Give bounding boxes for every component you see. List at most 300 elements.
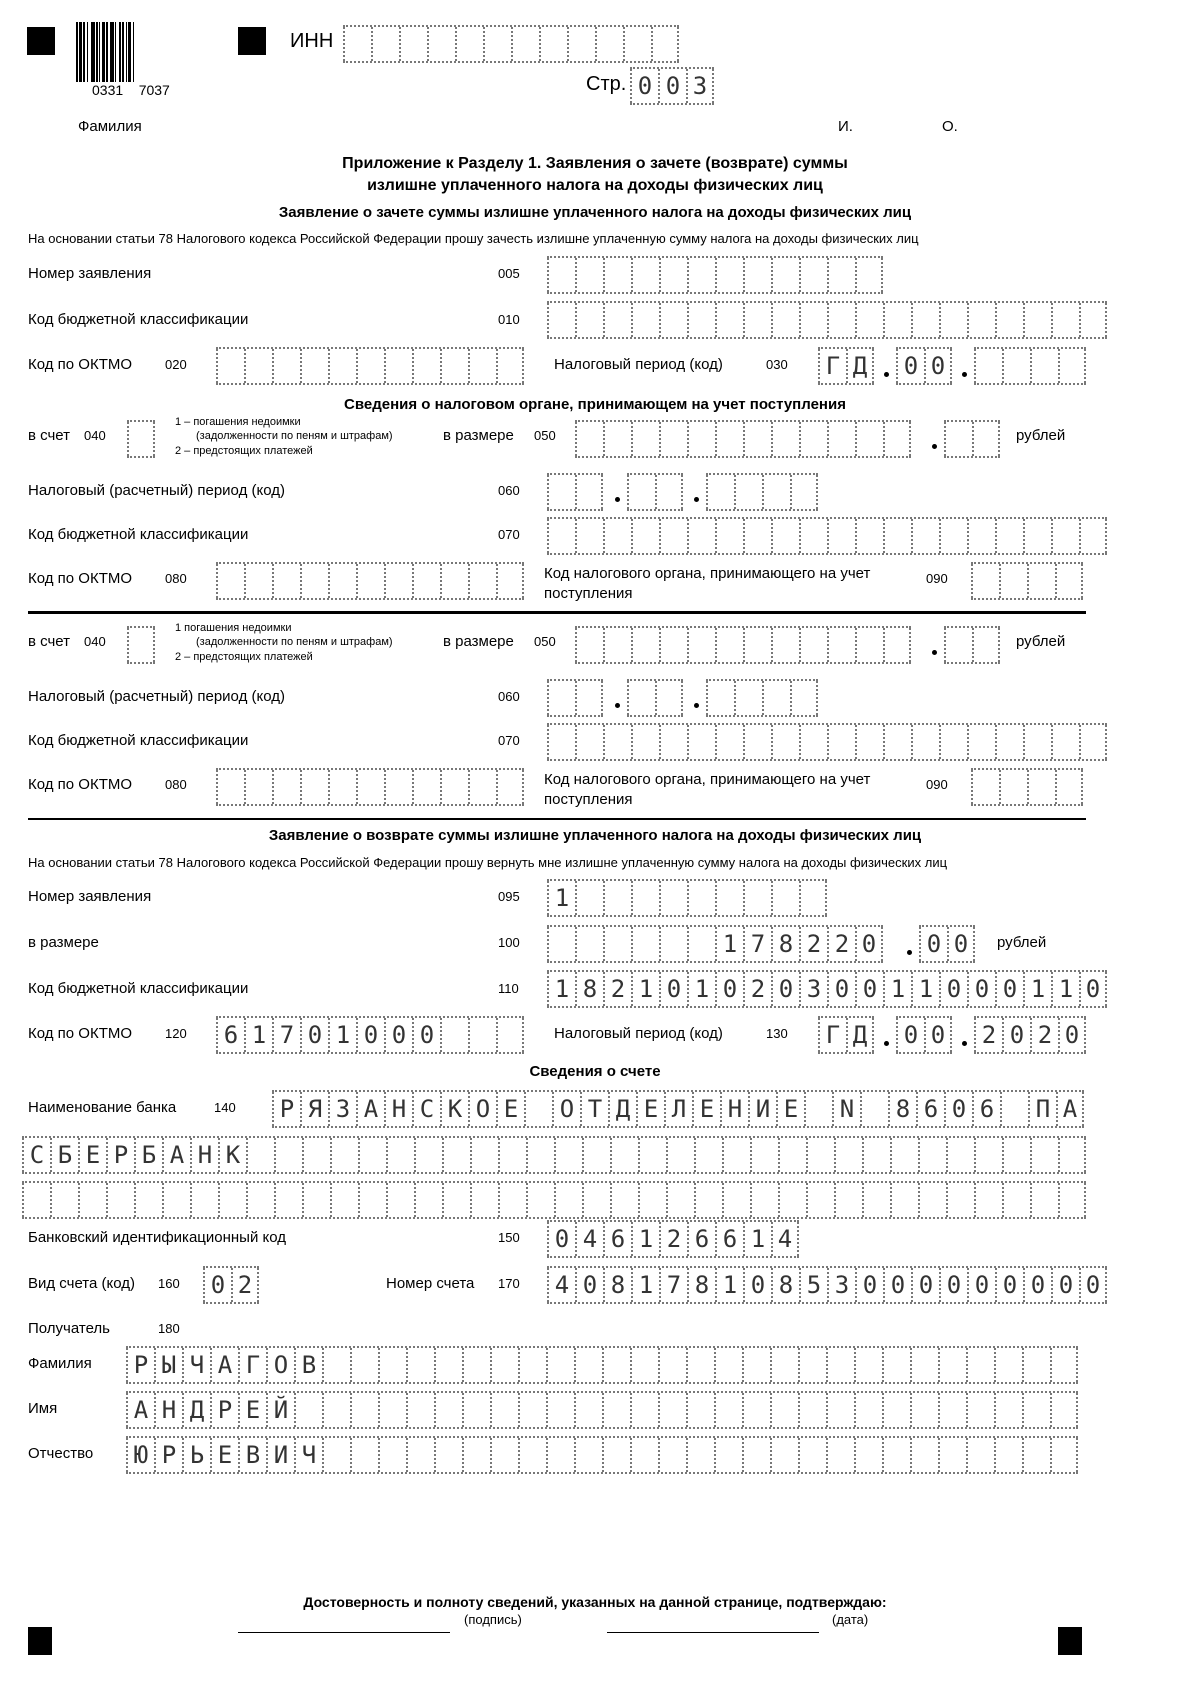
input-cell[interactable] — [22, 1183, 50, 1217]
input-cell[interactable]: Л — [664, 1092, 692, 1126]
input-cell[interactable]: 1 — [911, 972, 939, 1006]
input-cell[interactable] — [855, 303, 883, 337]
input-cell[interactable]: Ю — [126, 1438, 154, 1472]
input-cell[interactable]: 3 — [686, 69, 714, 103]
input-cell[interactable] — [386, 1183, 414, 1217]
input-cell[interactable]: 6 — [216, 1018, 244, 1052]
input-cell[interactable] — [575, 681, 603, 715]
input-cell[interactable] — [655, 681, 683, 715]
input-cell[interactable] — [356, 564, 384, 598]
recipient-name-field[interactable] — [126, 1391, 1078, 1429]
input-cell[interactable]: 0 — [883, 1268, 911, 1302]
input-cell[interactable] — [546, 1348, 574, 1382]
input-cell[interactable]: 1 — [715, 1268, 743, 1302]
input-cell[interactable] — [272, 564, 300, 598]
input-cell[interactable] — [798, 1438, 826, 1472]
offset-period-part3[interactable] — [974, 347, 1086, 385]
input-cell[interactable] — [1030, 1183, 1058, 1217]
input-cell[interactable] — [944, 422, 972, 456]
input-cell[interactable]: Е — [776, 1092, 804, 1126]
input-cell[interactable] — [216, 770, 244, 804]
input-cell[interactable] — [1023, 725, 1051, 759]
input-cell[interactable] — [518, 1348, 546, 1382]
input-cell[interactable] — [1002, 1138, 1030, 1172]
input-cell[interactable] — [190, 1183, 218, 1217]
input-cell[interactable] — [1027, 770, 1055, 804]
input-cell[interactable] — [966, 1348, 994, 1382]
input-cell[interactable]: 0 — [771, 972, 799, 1006]
input-cell[interactable] — [440, 770, 468, 804]
amount-rubles-field[interactable] — [575, 626, 911, 664]
input-cell[interactable] — [799, 258, 827, 292]
input-cell[interactable] — [743, 628, 771, 662]
input-cell[interactable]: 0 — [939, 972, 967, 1006]
input-cell[interactable] — [631, 927, 659, 961]
input-cell[interactable] — [575, 725, 603, 759]
input-cell[interactable] — [406, 1438, 434, 1472]
input-cell[interactable] — [882, 1393, 910, 1427]
input-cell[interactable] — [602, 1438, 630, 1472]
refund-period-part2[interactable] — [896, 1016, 952, 1054]
input-cell[interactable] — [468, 770, 496, 804]
input-cell[interactable] — [272, 349, 300, 383]
input-cell[interactable] — [638, 1138, 666, 1172]
input-cell[interactable]: А — [162, 1138, 190, 1172]
input-cell[interactable] — [798, 1348, 826, 1382]
input-cell[interactable] — [971, 564, 999, 598]
input-cell[interactable]: Й — [266, 1393, 294, 1427]
input-cell[interactable] — [1023, 303, 1051, 337]
input-cell[interactable] — [412, 349, 440, 383]
input-cell[interactable]: Т — [580, 1092, 608, 1126]
input-cell[interactable] — [384, 349, 412, 383]
input-cell[interactable] — [790, 681, 818, 715]
input-cell[interactable] — [328, 770, 356, 804]
bank-name-line3-field[interactable] — [22, 1181, 1086, 1219]
input-cell[interactable] — [575, 475, 603, 509]
input-cell[interactable]: 0 — [1002, 1018, 1030, 1052]
input-cell[interactable] — [686, 1393, 714, 1427]
input-cell[interactable] — [687, 519, 715, 553]
input-cell[interactable]: 6 — [603, 1222, 631, 1256]
input-cell[interactable] — [1022, 1393, 1050, 1427]
input-cell[interactable]: 6 — [916, 1092, 944, 1126]
input-cell[interactable] — [827, 725, 855, 759]
input-cell[interactable] — [659, 422, 687, 456]
input-cell[interactable] — [631, 725, 659, 759]
input-cell[interactable] — [770, 1393, 798, 1427]
input-cell[interactable] — [631, 628, 659, 662]
input-cell[interactable] — [630, 1348, 658, 1382]
input-cell[interactable] — [651, 27, 679, 61]
input-cell[interactable]: 2 — [799, 927, 827, 961]
input-cell[interactable] — [498, 1138, 526, 1172]
input-cell[interactable]: 0 — [575, 1268, 603, 1302]
input-cell[interactable] — [995, 519, 1023, 553]
input-cell[interactable] — [294, 1393, 322, 1427]
input-cell[interactable]: 6 — [687, 1222, 715, 1256]
input-cell[interactable] — [567, 27, 595, 61]
input-cell[interactable]: 7 — [272, 1018, 300, 1052]
input-cell[interactable] — [799, 881, 827, 915]
input-cell[interactable] — [826, 1438, 854, 1472]
input-cell[interactable] — [539, 27, 567, 61]
input-cell[interactable] — [371, 27, 399, 61]
input-cell[interactable] — [834, 1183, 862, 1217]
input-cell[interactable] — [603, 927, 631, 961]
input-cell[interactable] — [771, 881, 799, 915]
input-cell[interactable]: А — [1056, 1092, 1084, 1126]
input-cell[interactable]: И — [748, 1092, 776, 1126]
input-cell[interactable] — [706, 681, 734, 715]
input-cell[interactable] — [162, 1183, 190, 1217]
input-cell[interactable]: 1 — [631, 1222, 659, 1256]
input-cell[interactable] — [890, 1183, 918, 1217]
input-cell[interactable] — [440, 1018, 468, 1052]
input-cell[interactable] — [246, 1183, 274, 1217]
input-cell[interactable]: С — [22, 1138, 50, 1172]
input-cell[interactable] — [358, 1138, 386, 1172]
input-cell[interactable]: А — [210, 1348, 238, 1382]
recipient-patronymic-field[interactable] — [126, 1436, 1078, 1474]
input-cell[interactable]: 1 — [328, 1018, 356, 1052]
input-cell[interactable] — [743, 258, 771, 292]
input-cell[interactable] — [356, 770, 384, 804]
input-cell[interactable] — [827, 303, 855, 337]
input-cell[interactable]: 0 — [855, 1268, 883, 1302]
input-cell[interactable] — [734, 681, 762, 715]
input-cell[interactable] — [1050, 1438, 1078, 1472]
input-cell[interactable]: 0 — [1023, 1268, 1051, 1302]
input-cell[interactable] — [1058, 1138, 1086, 1172]
input-cell[interactable] — [602, 1348, 630, 1382]
input-cell[interactable] — [862, 1138, 890, 1172]
input-cell[interactable] — [994, 1393, 1022, 1427]
input-cell[interactable] — [50, 1183, 78, 1217]
input-cell[interactable] — [602, 1393, 630, 1427]
input-cell[interactable] — [330, 1183, 358, 1217]
input-cell[interactable] — [350, 1348, 378, 1382]
page-number-field[interactable] — [630, 67, 714, 105]
input-cell[interactable] — [378, 1393, 406, 1427]
input-cell[interactable]: Р — [126, 1348, 154, 1382]
period-part1-field[interactable] — [547, 473, 603, 511]
input-cell[interactable] — [995, 725, 1023, 759]
input-cell[interactable]: Ы — [154, 1348, 182, 1382]
inn-field[interactable] — [343, 25, 679, 63]
input-cell[interactable] — [575, 303, 603, 337]
input-cell[interactable] — [714, 1438, 742, 1472]
input-cell[interactable] — [350, 1438, 378, 1472]
input-cell[interactable]: 8 — [575, 972, 603, 1006]
input-cell[interactable] — [575, 422, 603, 456]
input-cell[interactable] — [356, 349, 384, 383]
input-cell[interactable] — [806, 1183, 834, 1217]
input-cell[interactable]: О — [552, 1092, 580, 1126]
input-cell[interactable] — [854, 1393, 882, 1427]
input-cell[interactable] — [659, 725, 687, 759]
input-cell[interactable]: 0 — [1058, 1018, 1086, 1052]
input-cell[interactable]: 0 — [911, 1268, 939, 1302]
input-cell[interactable] — [911, 519, 939, 553]
input-cell[interactable] — [468, 1018, 496, 1052]
input-cell[interactable] — [694, 1183, 722, 1217]
input-cell[interactable]: 0 — [967, 1268, 995, 1302]
input-cell[interactable] — [302, 1138, 330, 1172]
account-number-field[interactable] — [547, 1266, 1107, 1304]
input-cell[interactable] — [582, 1138, 610, 1172]
oktmo-field[interactable] — [216, 562, 524, 600]
input-cell[interactable] — [358, 1183, 386, 1217]
input-cell[interactable] — [715, 258, 743, 292]
input-cell[interactable] — [386, 1138, 414, 1172]
date-line[interactable] — [607, 1632, 819, 1633]
input-cell[interactable] — [547, 519, 575, 553]
input-cell[interactable]: 0 — [412, 1018, 440, 1052]
input-cell[interactable]: 0 — [547, 1222, 575, 1256]
input-cell[interactable] — [967, 725, 995, 759]
input-cell[interactable] — [468, 564, 496, 598]
input-cell[interactable]: 2 — [974, 1018, 1002, 1052]
input-cell[interactable]: 1 — [687, 972, 715, 1006]
input-cell[interactable] — [1002, 349, 1030, 383]
input-cell[interactable] — [939, 303, 967, 337]
input-cell[interactable] — [750, 1138, 778, 1172]
input-cell[interactable] — [384, 770, 412, 804]
input-cell[interactable]: Г — [818, 1018, 846, 1052]
input-cell[interactable] — [974, 1138, 1002, 1172]
input-cell[interactable]: 6 — [972, 1092, 1000, 1126]
input-cell[interactable] — [883, 628, 911, 662]
input-cell[interactable] — [743, 725, 771, 759]
input-cell[interactable]: А — [126, 1393, 154, 1427]
input-cell[interactable] — [799, 725, 827, 759]
input-cell[interactable] — [974, 349, 1002, 383]
input-cell[interactable]: 2 — [603, 972, 631, 1006]
input-cell[interactable] — [762, 475, 790, 509]
input-cell[interactable] — [546, 1438, 574, 1472]
input-cell[interactable] — [944, 628, 972, 662]
input-cell[interactable]: Д — [846, 1018, 874, 1052]
input-cell[interactable] — [414, 1183, 442, 1217]
input-cell[interactable] — [1030, 1138, 1058, 1172]
input-cell[interactable] — [627, 475, 655, 509]
input-cell[interactable] — [554, 1138, 582, 1172]
input-cell[interactable] — [216, 349, 244, 383]
input-cell[interactable]: 1 — [547, 972, 575, 1006]
input-cell[interactable]: 0 — [919, 927, 947, 961]
input-cell[interactable] — [771, 258, 799, 292]
input-cell[interactable] — [630, 1393, 658, 1427]
input-cell[interactable] — [442, 1183, 470, 1217]
input-cell[interactable] — [762, 681, 790, 715]
authority-code-field[interactable] — [971, 562, 1083, 600]
input-cell[interactable]: 0 — [1051, 1268, 1079, 1302]
input-cell[interactable] — [1079, 303, 1107, 337]
input-cell[interactable]: П — [1028, 1092, 1056, 1126]
input-cell[interactable]: Е — [636, 1092, 664, 1126]
input-cell[interactable] — [440, 564, 468, 598]
input-cell[interactable] — [826, 1348, 854, 1382]
input-cell[interactable] — [631, 519, 659, 553]
input-cell[interactable] — [627, 681, 655, 715]
account-for-option-field[interactable] — [127, 626, 155, 664]
refund-kbk-field[interactable] — [547, 970, 1107, 1008]
input-cell[interactable] — [882, 1348, 910, 1382]
input-cell[interactable] — [496, 770, 524, 804]
input-cell[interactable]: 2 — [1030, 1018, 1058, 1052]
input-cell[interactable] — [1051, 303, 1079, 337]
input-cell[interactable] — [882, 1438, 910, 1472]
input-cell[interactable] — [322, 1348, 350, 1382]
input-cell[interactable] — [631, 422, 659, 456]
input-cell[interactable] — [967, 519, 995, 553]
input-cell[interactable] — [771, 725, 799, 759]
input-cell[interactable] — [328, 564, 356, 598]
input-cell[interactable] — [687, 628, 715, 662]
input-cell[interactable] — [694, 1138, 722, 1172]
input-cell[interactable] — [378, 1348, 406, 1382]
input-cell[interactable]: 1 — [883, 972, 911, 1006]
input-cell[interactable]: Ч — [182, 1348, 210, 1382]
input-cell[interactable] — [1058, 349, 1086, 383]
input-cell[interactable] — [547, 681, 575, 715]
refund-period-part3[interactable] — [974, 1016, 1086, 1054]
input-cell[interactable]: 0 — [715, 972, 743, 1006]
input-cell[interactable]: 8 — [687, 1268, 715, 1302]
input-cell[interactable] — [827, 628, 855, 662]
input-cell[interactable]: Р — [210, 1393, 238, 1427]
input-cell[interactable] — [414, 1138, 442, 1172]
input-cell[interactable]: Е — [692, 1092, 720, 1126]
input-cell[interactable] — [1051, 725, 1079, 759]
input-cell[interactable]: И — [266, 1438, 294, 1472]
input-cell[interactable] — [860, 1092, 888, 1126]
input-cell[interactable] — [1050, 1393, 1078, 1427]
input-cell[interactable] — [603, 258, 631, 292]
input-cell[interactable]: Р — [154, 1438, 182, 1472]
input-cell[interactable] — [547, 927, 575, 961]
input-cell[interactable] — [742, 1348, 770, 1382]
input-cell[interactable] — [706, 475, 734, 509]
period-part3-field[interactable] — [706, 679, 818, 717]
input-cell[interactable] — [799, 628, 827, 662]
input-cell[interactable] — [595, 27, 623, 61]
input-cell[interactable] — [826, 1393, 854, 1427]
offset-period-part1[interactable] — [818, 347, 874, 385]
input-cell[interactable] — [244, 564, 272, 598]
input-cell[interactable] — [322, 1438, 350, 1472]
input-cell[interactable] — [610, 1183, 638, 1217]
refund-application-number-field[interactable] — [547, 879, 827, 917]
input-cell[interactable] — [434, 1393, 462, 1427]
input-cell[interactable] — [300, 564, 328, 598]
offset-kbk-field[interactable] — [547, 301, 1107, 339]
input-cell[interactable] — [455, 27, 483, 61]
input-cell[interactable] — [106, 1183, 134, 1217]
input-cell[interactable] — [771, 519, 799, 553]
input-cell[interactable] — [1030, 349, 1058, 383]
period-part1-field[interactable] — [547, 679, 603, 717]
input-cell[interactable]: 1 — [1051, 972, 1079, 1006]
input-cell[interactable] — [854, 1348, 882, 1382]
input-cell[interactable]: О — [266, 1348, 294, 1382]
input-cell[interactable] — [666, 1138, 694, 1172]
input-cell[interactable] — [1002, 1183, 1030, 1217]
input-cell[interactable] — [574, 1348, 602, 1382]
input-cell[interactable] — [999, 770, 1027, 804]
period-part3-field[interactable] — [706, 473, 818, 511]
input-cell[interactable]: 2 — [231, 1268, 259, 1302]
input-cell[interactable] — [218, 1183, 246, 1217]
input-cell[interactable]: 3 — [799, 972, 827, 1006]
input-cell[interactable]: 7 — [659, 1268, 687, 1302]
input-cell[interactable]: 1 — [631, 972, 659, 1006]
input-cell[interactable] — [462, 1438, 490, 1472]
input-cell[interactable] — [855, 725, 883, 759]
input-cell[interactable]: Д — [608, 1092, 636, 1126]
input-cell[interactable] — [715, 628, 743, 662]
input-cell[interactable] — [770, 1348, 798, 1382]
input-cell[interactable]: 0 — [827, 972, 855, 1006]
input-cell[interactable] — [603, 881, 631, 915]
oktmo-field[interactable] — [216, 768, 524, 806]
input-cell[interactable] — [939, 725, 967, 759]
input-cell[interactable] — [547, 725, 575, 759]
input-cell[interactable] — [778, 1138, 806, 1172]
input-cell[interactable] — [490, 1393, 518, 1427]
input-cell[interactable] — [603, 303, 631, 337]
input-cell[interactable] — [412, 770, 440, 804]
input-cell[interactable]: Г — [238, 1348, 266, 1382]
input-cell[interactable] — [890, 1138, 918, 1172]
input-cell[interactable] — [462, 1393, 490, 1427]
input-cell[interactable] — [771, 303, 799, 337]
input-cell[interactable]: Н — [154, 1393, 182, 1427]
amount-kopecks-field[interactable] — [944, 626, 1000, 664]
input-cell[interactable] — [911, 725, 939, 759]
input-cell[interactable] — [742, 1438, 770, 1472]
input-cell[interactable] — [687, 303, 715, 337]
input-cell[interactable]: 0 — [384, 1018, 412, 1052]
input-cell[interactable] — [778, 1183, 806, 1217]
input-cell[interactable] — [631, 258, 659, 292]
input-cell[interactable] — [244, 770, 272, 804]
input-cell[interactable] — [343, 27, 371, 61]
account-type-field[interactable] — [203, 1266, 259, 1304]
input-cell[interactable] — [918, 1183, 946, 1217]
input-cell[interactable]: 0 — [1079, 972, 1107, 1006]
input-cell[interactable] — [722, 1183, 750, 1217]
input-cell[interactable] — [883, 725, 911, 759]
input-cell[interactable] — [967, 303, 995, 337]
input-cell[interactable] — [518, 1438, 546, 1472]
input-cell[interactable] — [244, 349, 272, 383]
input-cell[interactable]: 0 — [630, 69, 658, 103]
input-cell[interactable] — [274, 1183, 302, 1217]
input-cell[interactable] — [434, 1438, 462, 1472]
input-cell[interactable]: Р — [272, 1092, 300, 1126]
input-cell[interactable] — [659, 628, 687, 662]
input-cell[interactable] — [78, 1183, 106, 1217]
input-cell[interactable]: 8 — [771, 1268, 799, 1302]
input-cell[interactable] — [631, 881, 659, 915]
input-cell[interactable] — [378, 1438, 406, 1472]
refund-amount-kopecks-field[interactable] — [919, 925, 975, 963]
input-cell[interactable]: 7 — [743, 927, 771, 961]
input-cell[interactable] — [854, 1438, 882, 1472]
input-cell[interactable]: 1 — [1023, 972, 1051, 1006]
